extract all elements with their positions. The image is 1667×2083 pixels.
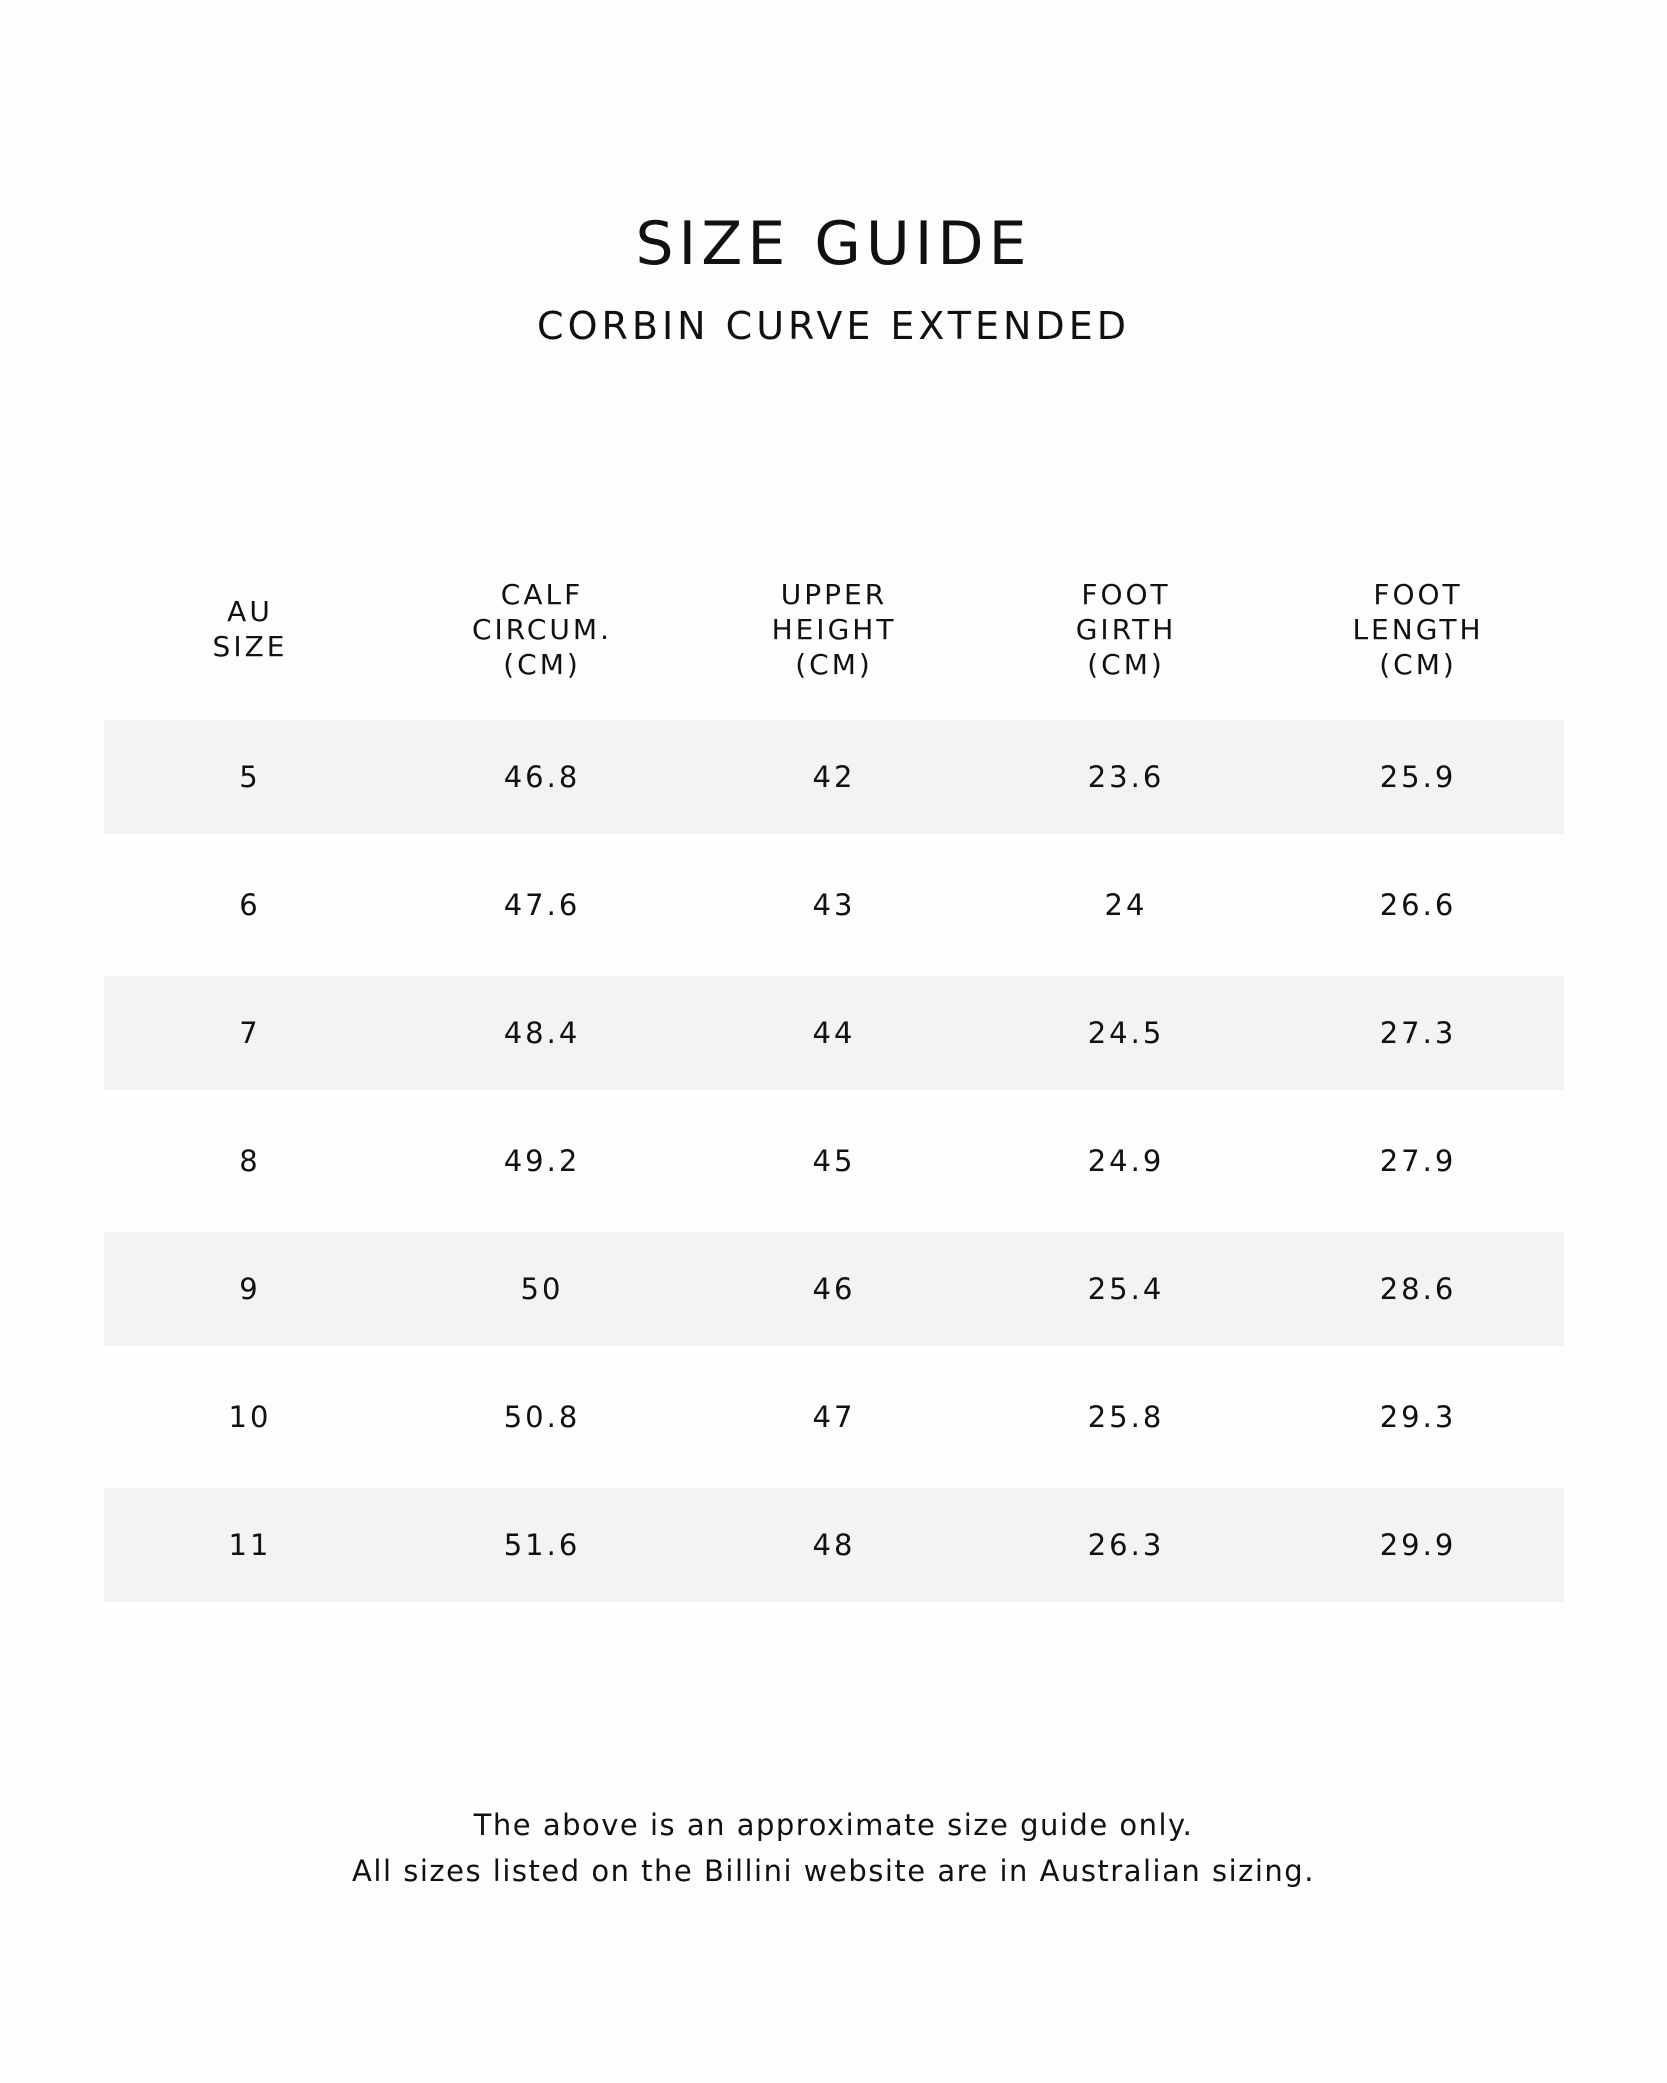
cell-calf-circumference: 48.4 (503, 1016, 581, 1050)
page-subtitle: CORBIN CURVE EXTENDED (537, 304, 1130, 348)
cell-foot-length: 25.9 (1379, 760, 1457, 794)
cell-au-size: 7 (239, 1016, 261, 1050)
cell-au-size: 10 (228, 1400, 272, 1434)
cell-foot-girth: 24.5 (1087, 1016, 1165, 1050)
cell-calf-circumference: 50 (520, 1272, 564, 1306)
cell-upper-height: 46 (812, 1272, 856, 1306)
cell-au-size: 9 (239, 1272, 261, 1306)
cell-calf-circumference: 50.8 (503, 1400, 581, 1434)
cell-upper-height: 43 (812, 888, 856, 922)
table-row (104, 1104, 1564, 1218)
cell-upper-height: 44 (812, 1016, 856, 1050)
header-calf-circumference: CALF CIRCUM. (CM) (472, 577, 612, 681)
cell-upper-height: 48 (812, 1528, 856, 1562)
cell-foot-length: 28.6 (1379, 1272, 1457, 1306)
cell-au-size: 6 (239, 888, 261, 922)
cell-upper-height: 42 (812, 760, 856, 794)
cell-foot-length: 27.3 (1379, 1016, 1457, 1050)
footnote-australian-sizing: All sizes listed on the Billini website are in Australian sizing. (352, 1854, 1315, 1888)
cell-foot-length: 26.6 (1379, 888, 1457, 922)
cell-upper-height: 47 (812, 1400, 856, 1434)
cell-foot-girth: 26.3 (1087, 1528, 1165, 1562)
cell-calf-circumference: 49.2 (503, 1144, 581, 1178)
cell-foot-girth: 24.9 (1087, 1144, 1165, 1178)
cell-foot-girth: 25.4 (1087, 1272, 1165, 1306)
cell-foot-length: 29.3 (1379, 1400, 1457, 1434)
table-row (104, 1360, 1564, 1474)
page-title: SIZE GUIDE (635, 209, 1032, 279)
footnote-approximate: The above is an approximate size guide only. (473, 1808, 1194, 1842)
header-foot-length: FOOT LENGTH (CM) (1352, 577, 1484, 681)
cell-au-size: 8 (239, 1144, 261, 1178)
cell-foot-girth: 25.8 (1087, 1400, 1165, 1434)
cell-upper-height: 45 (812, 1144, 856, 1178)
table-row (104, 848, 1564, 962)
cell-au-size: 5 (239, 760, 261, 794)
cell-foot-length: 29.9 (1379, 1528, 1457, 1562)
table-row (104, 1232, 1564, 1346)
table-row (104, 720, 1564, 834)
table-row (104, 1488, 1564, 1602)
header-upper-height: UPPER HEIGHT (CM) (771, 577, 897, 681)
cell-calf-circumference: 47.6 (503, 888, 581, 922)
table-body (104, 720, 1564, 1602)
cell-foot-length: 27.9 (1379, 1144, 1457, 1178)
cell-au-size: 11 (228, 1528, 272, 1562)
header-au-size: AU SIZE (212, 595, 288, 663)
cell-foot-girth: 23.6 (1087, 760, 1165, 794)
table-row (104, 976, 1564, 1090)
cell-calf-circumference: 46.8 (503, 760, 581, 794)
header-foot-girth: FOOT GIRTH (CM) (1075, 577, 1177, 681)
size-table (104, 538, 1564, 1616)
cell-foot-girth: 24 (1104, 888, 1148, 922)
cell-calf-circumference: 51.6 (503, 1528, 581, 1562)
table-header-row (104, 538, 1564, 720)
